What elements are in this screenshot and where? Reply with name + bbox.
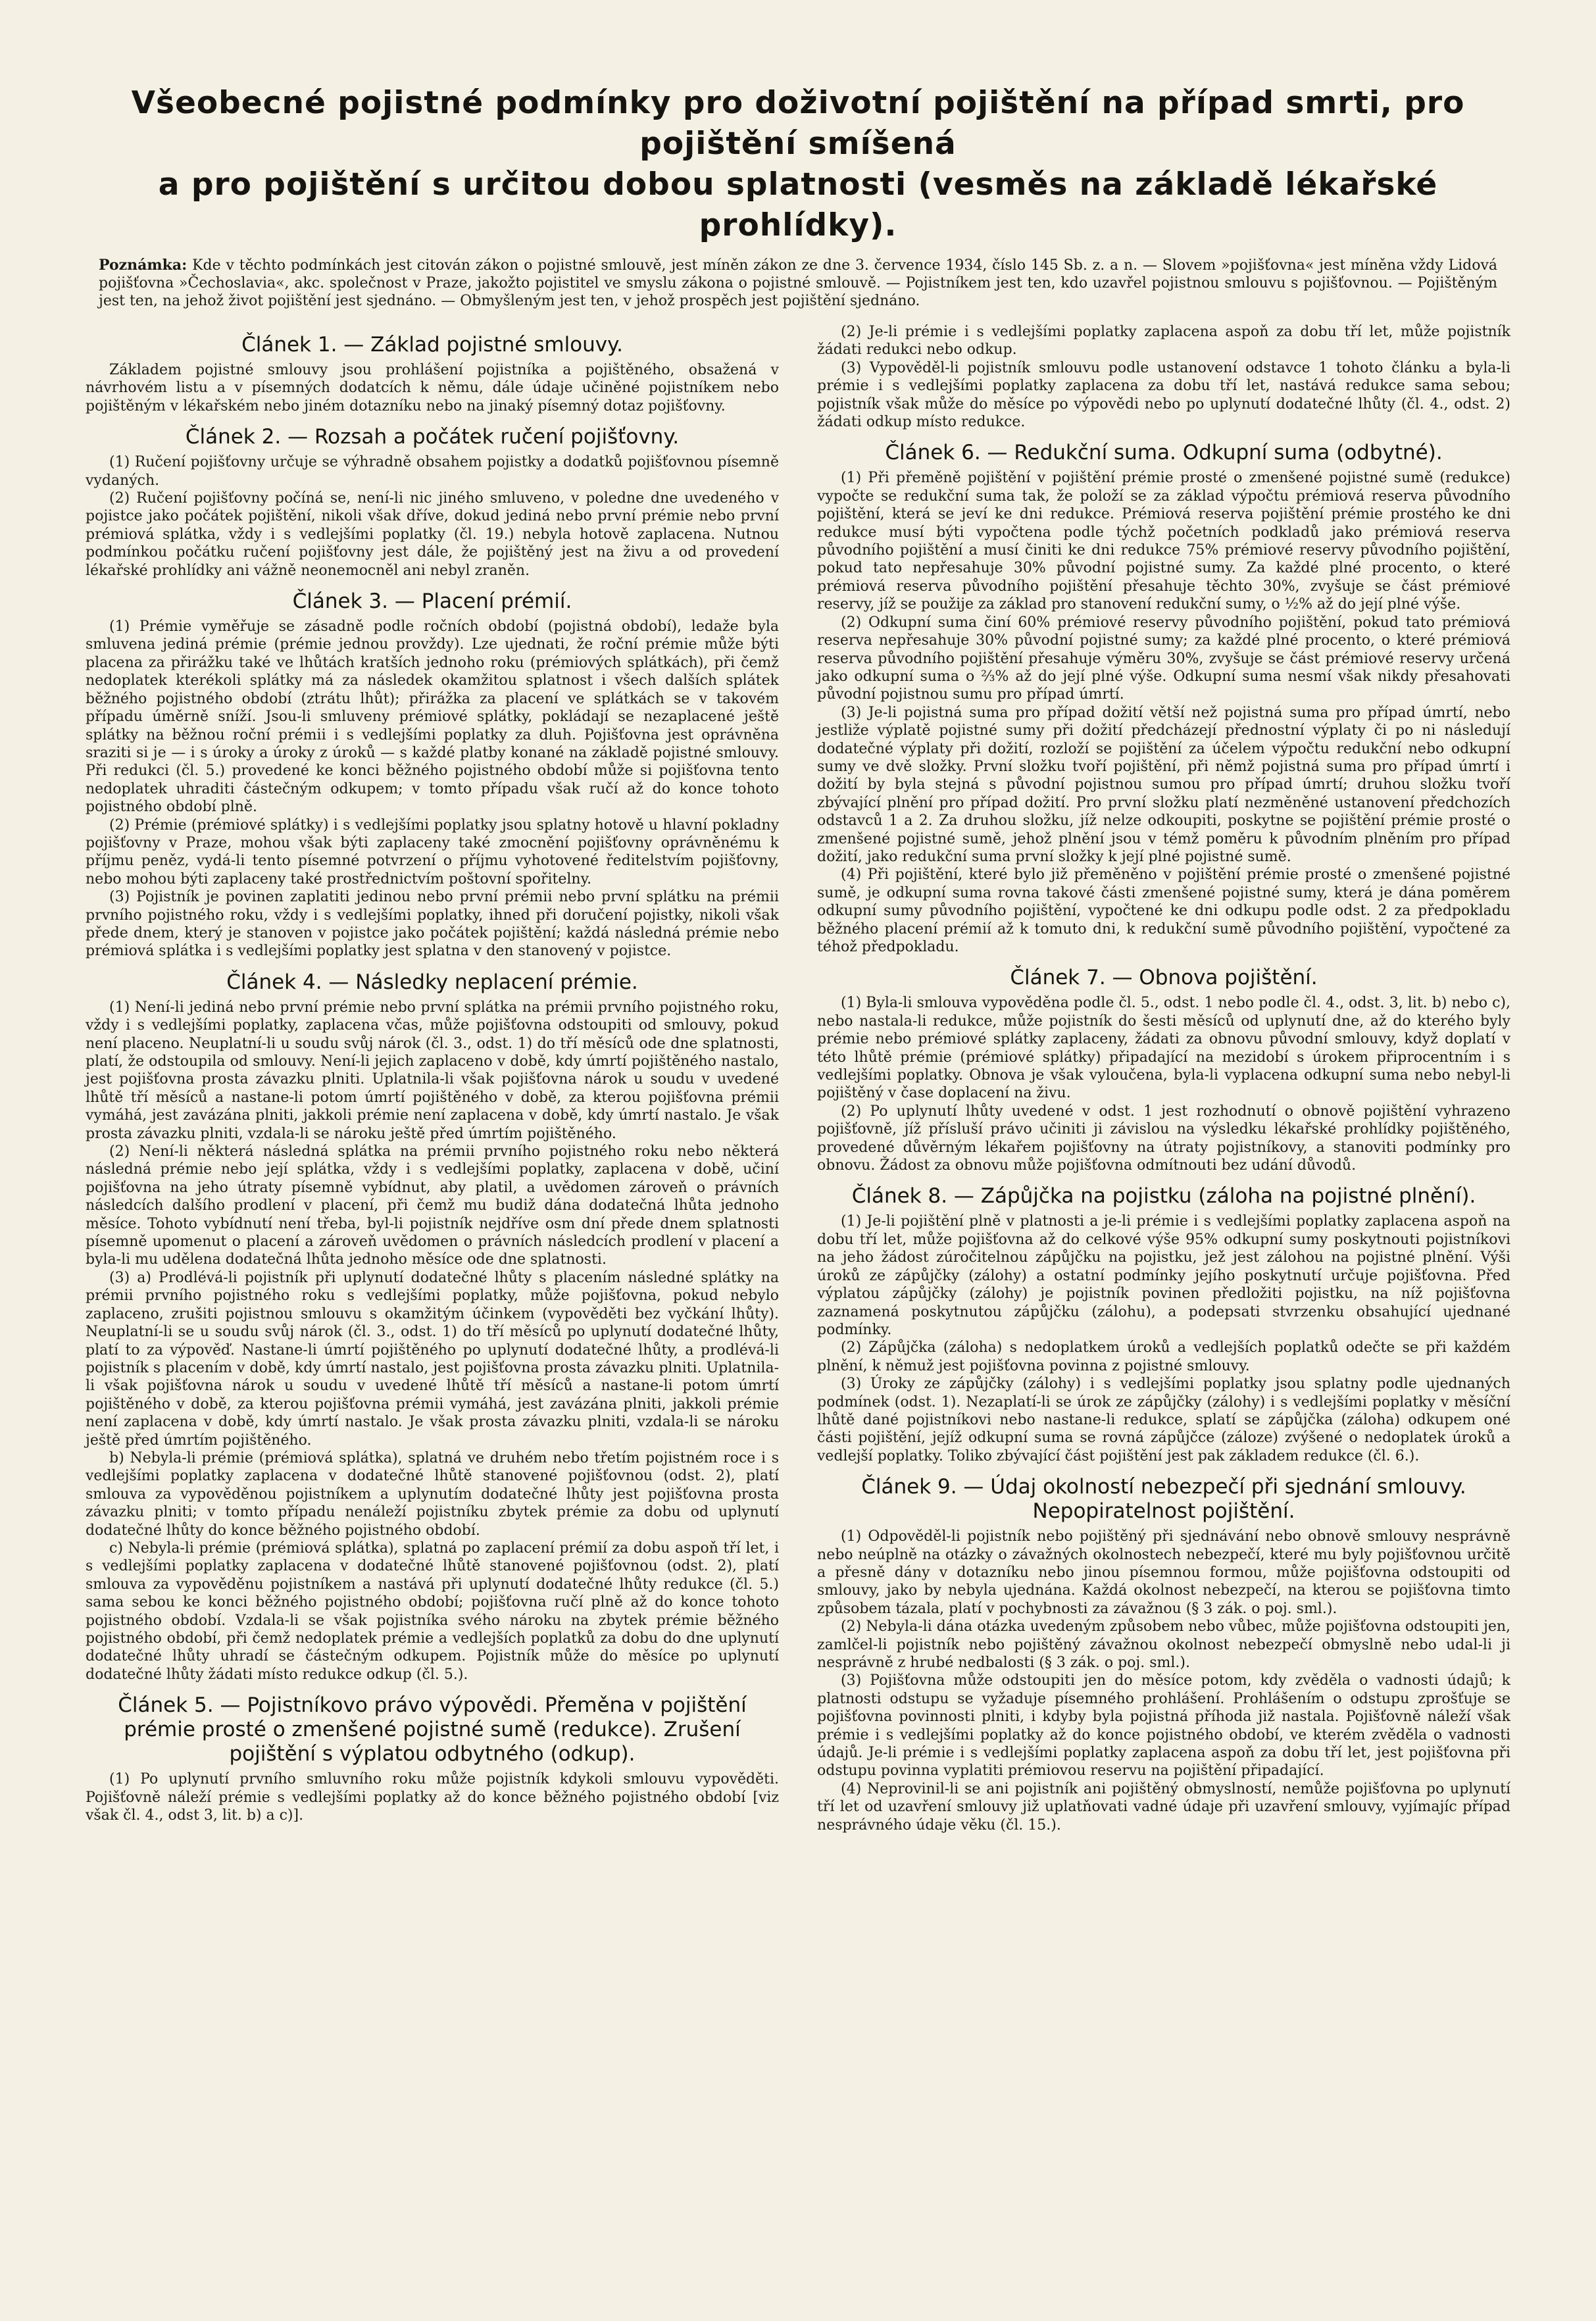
article-1-heading: Článek 1. — Základ pojistné smlouvy. <box>241 333 623 357</box>
article-5-para-1: (1) Po uplynutí prvního smluvního roku může pojistník kdykoli smlouvu vypověděti. Pojišťovně náleží prémie s vedlejšími poplatky až do konce běžného pojistného období [viz však čl. 4., odst 3, lit. b) a c)]. <box>86 1771 779 1824</box>
article-4-para-4: b) Nebyla-li prémie (prémiová splátka), splatná ve druhém nebo třetím pojistném roce i s vedlejšími poplatky zaplacena v dodatečné lhůtě stanovené pojišťovnou (odst. 2), platí smlouva za vypověděnou pojistníkem a uplynutím dodatečné lhůty jest pojišťovna prosta závazku plniti; v tomto případu nenáleží pojistníku zbytek prémie za dobu od uplynutí dodatečné lhůty do konce běžného pojistného období. <box>86 1449 779 1539</box>
article-7-heading: Článek 7. — Obnova pojištění. <box>1010 966 1318 990</box>
article-5-para-2: (2) Je-li prémie i s vedlejšími poplatky zaplacena aspoň za dobu tří let, může pojistník žádati redukci nebo odkup. <box>817 324 1510 359</box>
article-4-para-1: (1) Není-li jediná nebo první prémie nebo první splátka na prémii prvního pojistného roku, vždy i s vedlejšími poplatky, zaplacena včas, může pojišťovna odstoupiti od smlouvy, pokud není placeno. Neuplatní-li u soudu svůj nárok (čl. 3., odst. 1) do tří měsíců ode dne splatnosti, platí, že odstoupila od smlouvy. Není-li jejich zaplaceno v době, kdy úmrtí pojištěného nastalo, jest pojišťovna prosta závazku plniti. Uplatnila-li však pojišťovna nárok u soudu v uvedené lhůtě tří měsíců a nastane-li potom úmrtí pojištěného v době, za kterou pojišťovna prémii vymáhá, jest zavázána plniti, jakkoli prémie není zaplacena v době, kdy úmrtí nastalo. Je však prosta závazku plniti, vzdala-li se nároku ještě před úmrtím pojištěného. <box>86 999 779 1142</box>
article-9-para-1: (1) Odpověděl-li pojistník nebo pojištěný při sjednávání nebo obnově smlouvy nesprávně nebo neúplně na otázky o závažných okolnostech nebezpečí, které mu byly pojišťovnou určitě a přesně dány v dotazníku nebo jinou písemnou formou, může pojišťovna odstoupiti od smlouvy, jako by nebyla ujednána. Každá okolnost nebezpečí, na kterou se pojišťovna timto způsobem tázala, platí v pochybnosti za závažnou (§ 3 zák. o poj. sml.). <box>817 1528 1510 1617</box>
left-column <box>86 323 779 1834</box>
article-8-para-3: (3) Úroky ze zápůjčky (zálohy) i s vedlejšími poplatky jsou splatny podle ujednaných podmínek (odst. 1). Nezaplatí-li se úrok ze zápůjčky (zálohy) i s vedlejšími poplatky v měsíční lhůtě dané pojistníkovi nebo nastane-li redukce, splatí se zápůjčka (záloha) odkupem oné části pojištění, jejíž odkupní suma se rovná zápůjčce (záloze) zvýšené o nedoplatek úroků a vedlejší poplatky. Toliko zbývající část pojištění jest pak základem redukce (čl. 6.). <box>817 1376 1510 1464</box>
article-6-para-3: (3) Je-li pojistná suma pro případ dožití větší než pojistná suma pro případ úmrtí, nebo jestliže výplatě pojistné sumy při dožití předcházejí přednostní výplaty či po ni následují dodatečné výplaty při dožití, rozloží se pojištění za účelem výpočtu redukční nebo odkupní sumy ve dvě složky. První složku tvoří pojištění, při němž pojistná suma pro případ úmrtí i dožití by byla stejná s původní pojistnou sumou pro případ úmrtí; druhou složku tvoří zbývající plnění pro případ dožití. Pro první složku platí nezměněné ustanovení předchozích odstavců 1 a 2. Za druhou složku, jíž nelze odkoupiti, poskytne se pojištění prémie prosté o zmenšené pojistné sumě, jehož plnění jsou v témž poměru k původním plněním pro případ dožití, jako redukční suma první složky k její plné pojistné sumě. <box>817 704 1510 865</box>
article-columns <box>86 323 1510 1834</box>
article-3-para-2: (2) Prémie (prémiové splátky) i s vedlejšími poplatky jsou splatny hotově u hlavní pokladny pojišťovny v Praze, mohou však býti zaplaceny také zmocnění pojišťovny oprávněnému k příjmu peněz, vydá-li tento písemné potvrzení o příjmu vyhotovené ředitelstvím pojišťovny, nebo mohou býti zaplaceny také prostřednictvím poštovní spořitelny. <box>86 816 779 887</box>
article-8-para-2: (2) Zápůjčka (záloha) s nedoplatkem úroků a vedlejších poplatků odečte se při každém plnění, k němuž jest pojišťovna povinna z pojistné smlouvy. <box>817 1339 1510 1374</box>
article-8-para-1: (1) Je-li pojištění plně v platnosti a je-li prémie i s vedlejšími poplatky zaplacena aspoň na dobu tří let, může pojišťovna až do celkové výše 95% odkupní sumy poskytnouti pojistníkovi na jeho žádost zúročitelnou zápůjčku na pojistku, jež jest zálohou na pojistné plnění. Výši úroků ze zápůjčky (zálohy) a ostatní podmínky jejího poskytnutí určuje pojišťovna. Před výplatou zápůjčky (zálohy) je pojistník povinen předložiti pojistku, na níž pojišťovna zaznamená poskytnutou zápůjčku (zálohu), a podepsati stvrzenku obsahující ujednané podmínky. <box>817 1213 1510 1338</box>
article-6-heading: Článek 6. — Redukční suma. Odkupní suma (odbytné). <box>885 441 1443 465</box>
right-column <box>817 323 1510 1834</box>
article-1-para-1: Základem pojistné smlouvy jsou prohlášení pojistníka a pojištěného, obsažená v návrhovém listu a v písemných dodatcích k němu, dále údaje učiněné pojistníkem nebo pojištěným v lékařském nebo jiném dotazníku nebo na jinaký písemný dotaz pojišťovny. <box>86 362 779 414</box>
article-7-para-1: (1) Byla-li smlouva vypověděna podle čl. 5., odst. 1 nebo podle čl. 4., odst. 3, lit. b) nebo c), nebo nastala-li redukce, může pojistník do šesti měsíců od uplynutí dne, až do kterého byly prémie nebo prémiové splátky zaplaceny, žádati za obnovu původní smlouvy, když doplatí v této lhůtě prémie (prémiové splátky) připadající na mezidobí s úrokem připrocentním i s vedlejšími poplatky. Obnova je však vyloučena, byla-li vyplacena odkupní suma nebo nebyl-li pojištěný v čase doplacení na živu. <box>817 995 1510 1102</box>
article-3-para-1: (1) Prémie vyměřuje se zásadně podle ročních období (pojistná období), ledaže byla smluvena jediná prémie (prémie jednou provždy). Lze ujednati, že roční prémie může býti placena za přirážku také ve lhůtách kratších jednoho roku (prémiových splátkách), při čemž nedoplatek kterékoli splátky má za následek okamžitou splatnost i všech dalších splátek běžného pojistného období (ztrátu lhůt); přirážka za placení ve splátkách se v takovém případu úměrně sníží. Jsou-li smluveny prémiové splátky, pokládají se nezaplacené ještě splátky na běžnou roční prémii i s vedlejšími poplatky za dluh. Pojišťovna jest oprávněna sraziti si je — i s úroky a úroky z úroků — s každé platby konané na základě pojistné smlouvy. Při redukci (čl. 5.) provedené ke konci běžného pojistného období může si pojišťovna tento nedoplatek uhraditi částečným odkupem; v tomto případu však ručí až do konce tohoto pojistného období plně. <box>86 618 779 816</box>
article-9-para-4: (4) Neprovinil-li se ani pojistník ani pojištěný obmyslností, nemůže pojišťovna po uplynutí tří let od uzavření smlouvy již uplatňovati vadné údaje při uzavření smlouvy, vyjímajíc případ nesprávného údaje věku (čl. 15.). <box>817 1780 1510 1834</box>
title-line-2: a pro pojištění s určitou dobou splatnosti (vesměs na základě lékařské prohlídky). <box>158 166 1438 243</box>
article-9-para-3: (3) Pojišťovna může odstoupiti jen do měsíce potom, kdy zvěděla o vadnosti údajů; k platnosti odstupu se vyžaduje písemného prohlášení. Prohlášením o odstupu zprošťuje se pojišťovna povinnosti plniti, i kdyby byla pojistná příhoda již nastala. Pojišťovně náleží však prémie i s vedlejšími poplatky až do konce pojistného období, ve kterém zvěděla o vadnosti údajů. Je-li prémie i s vedlejšími poplatky zaplacena aspoň za dobu tří let, jest pojišťovna při odstupu povinna vyplatiti prémiovou reservu na pojištění připadající. <box>817 1672 1510 1780</box>
document-title <box>86 83 1510 246</box>
article-4-para-5: c) Nebyla-li prémie (prémiová splátka), splatná po zaplacení prémií za dobu aspoň tří let, i s vedlejšími poplatky zaplacena v dodatečné lhůtě stanovené pojišťovnou (odst. 2), platí smlouva za vypověděnu pojistníkem a nastává při uplynutí dodatečné lhůty redukce (čl. 5.) sama sebou ke konci běžného pojistného období; pojišťovna ručí plně až do konce tohoto pojistného období. Vzdala-li se však pojistníka svého nároku na zbytek prémie běžného pojistného období, při čemž nedoplatek prémie a vedlejších poplatků za dobu do dne uplynutí dodatečné lhůty uhradí se částečným odkupem. Pojistník může do měsíce po uplynutí dodatečné lhůty žádati místo redukce odkup (čl. 5.). <box>86 1539 779 1683</box>
article-9-para-2: (2) Nebyla-li dána otázka uvedeným způsobem nebo vůbec, může pojišťovna odstoupiti jen, zamlčel-li pojistník nebo pojištěný závažnou okolnost nebezpečí obmyslně nebo udal-li ji nesprávně z hrubé nedbalosti (§ 3 zák. o poj. sml.). <box>817 1618 1510 1671</box>
article-2-para-1: (1) Ručení pojišťovny určuje se výhradně obsahem pojistky a dodatků pojišťovnou písemně vydaných. <box>86 454 779 489</box>
article-4-para-3: (3) a) Prodlévá-li pojistník při uplynutí dodatečné lhůty s placením následné splátky na prémii prvního pojistného roku s vedlejšími poplatky, může pojišťovna, pokud nebylo zaplaceno, zrušiti pojistnou smlouvu s okamžitým účinkem (vypověděti bez vyčkání lhůty). Neuplatní-li se u soudu svůj nárok (čl. 3., odst. 1) do tří měsíců po uplynutí dodatečné lhůty, platí to za výpověď. Nastane-li úmrtí pojištěného po uplynutí dodatečné lhůty, a prodlévá-li pojistník s placením v době, kdy úmrtí nastalo, jest pojišťovna prosta závazku plniti. Uplatnila-li však pojišťovna nárok u soudu v uvedené lhůtě tří měsíců a nastane-li potom úmrtí pojištěného v době, za kterou pojišťovna prémii vymáhá, jest zavázána plniti, jakkoli prémie není zaplacena v době, kdy úmrtí nastalo. Je však prosta závazku plniti, vzdala-li se nároku ještě před úmrtím pojištěného. <box>86 1269 779 1449</box>
article-8-heading: Článek 8. — Zápůjčka na pojistku (záloha na pojistné plnění). <box>851 1184 1476 1209</box>
article-6-para-2: (2) Odkupní suma činí 60% prémiové reservy původního pojištění, pokud tato prémiová reserva nepřesahuje 30% původní pojistné sumy; za každé plné procento, o které prémiová reserva původního pojištění přesahuje výměru 30%, zvyšuje se část prémiové reservy určená jako odkupní suma o ⅔% až do její plné výše. Odkupní suma nesmí však nikdy přesahovati původní pojistnou sumu pro případ úmrtí. <box>817 614 1510 703</box>
article-3-para-3: (3) Pojistník je povinen zaplatiti jedinou nebo první prémii nebo první splátku na prémii prvního pojistného roku, vždy i s vedlejšími poplatky, ihned při doručení pojistky, nikoli však přede dnem, který je stanoven v pojistce jako počátek pojištění; každá následná prémie nebo prémiová splátka i s vedlejšími poplatky jest splatna v den stanovený v pojistce. <box>86 889 779 960</box>
article-5-heading: Článek 5. — Pojistníkovo právo výpovědi. Přeměna v pojištění prémie prosté o zmenšené pojistné sumě (redukce). Zrušení pojištění s výplatou odbytného (odkup). <box>118 1693 747 1766</box>
article-2-para-2: (2) Ručení pojišťovny počíná se, není-li nic jiného smluveno, v poledne dne uvedeného v pojistce jako počátek pojištění, nikoli však dříve, dokud jediná nebo první prémie nebo první prémiová splátka, vždy i s vedlejšími poplatky (čl. 19.) nebyla hotově zaplacena. Nutnou podmínkou počátku ručení pojišťovny jest dále, že pojištěný jest na živu a od provedení lékařské prohlídky ani vážně neonemocněl ani nebyl zraněn. <box>86 490 779 579</box>
article-2-heading: Článek 2. — Rozsah a počátek ručení pojišťovny. <box>185 425 680 449</box>
article-9-heading: Článek 9. — Údaj okolností nebezpečí při sjednání smlouvy. Nepopiratelnost pojištění. <box>861 1475 1466 1524</box>
article-7-para-2: (2) Po uplynutí lhůty uvedené v odst. 1 jest rozhodnutí o obnově pojištění vyhrazeno pojišťovně, jíž přísluší právo učiniti ji závislou na výsledku lékařské prohlídky pojištěného, provedené důvěrným lékařem pojišťovny na útraty pojistníkovy, a stanoviti podmínky pro obnovu. Žádost za obnovu může pojišťovna odmítnouti bez udání důvodů. <box>817 1103 1510 1174</box>
article-4-heading: Článek 4. — Následky neplacení prémie. <box>226 970 638 994</box>
article-6-para-1: (1) Při přeměně pojištění v pojištění prémie prosté o zmenšené pojistné sumě (redukce) vypočte se redukční suma tak, že položí se za základ výpočtu prémiová reserva původního pojištění, která se jeví ke dni redukce. Prémiová reserva pojištění prémie prostého ke dni redukce musí býti vypočtena podle týchž početních podkladů jako prémiová reserva původního pojištění a musí činiti ke dni redukce 75% prémiové reservy původního pojištění, pokud tato nepřesahuje 30% původní pojistné sumy. Za každé plné procento, o které prémiová reserva původního pojištění přesahuje těchto 30%, zvyšuje se část prémiové reservy, jíž se použije za základ pro stanovení redukční sumy, o ½% až do její plné výše. <box>817 470 1510 613</box>
preliminary-note <box>99 257 1497 310</box>
article-5-para-3: (3) Vypověděl-li pojistník smlouvu podle ustanovení odstavce 1 tohoto článku a byla-li prémie i s vedlejšími poplatky zaplacena za dobu tří let, nastává redukce sama sebou; pojistník však může do měsíce po výpovědi nebo po uplynutí dodatečné lhůty (čl. 4., odst. 2) žádati odkup místo redukce. <box>817 359 1510 431</box>
note-text: Kde v těchto podmínkách jest citován zákon o pojistné smlouvě, jest míněn zákon ze dne 3. července 1934, číslo 145 Sb. z. a n. — Slovem »pojišťovna« jest míněna vždy Lidová pojišťovna »Čechoslavia«, akc. společnost v Praze, jakožto pojistitel ve smyslu zákona o pojistné smlouvě. — Pojistníkem jest ten, kdo uzavřel pojistnou smlouvu s pojišťovnou. — Pojištěným jest ten, na jehož život pojištění jest sjednáno. — Obmyšleným jest ten, v jehož prospěch jest pojištění sjednáno. <box>99 257 1497 309</box>
article-4-para-2: (2) Není-li některá následná splátka na prémii prvního pojistného roku nebo některá následná prémie nebo její splátka, vždy i s vedlejšími poplatky, zaplacena v době, učiní pojišťovna na jeho útraty písemně vybídnut, aby platil, a uvědomen zároveň o právních následcích dalšího prodlení v placení, při čemž mu budiž dána dodatečná lhůta jednoho měsíce. Tohoto vybídnutí není třeba, byl-li pojistník nejdříve osm dní přede dnem splatnosti písemně upomenut o placení a zároveň uvědomen o právních následcích prodlení v placení a byla-li mu udělena dodatečná lhůta jednoho měsíce ode dne splatnosti. <box>86 1143 779 1268</box>
title-line-1: Všeobecné pojistné podmínky pro doživotní pojištění na případ smrti, pro pojištění smíšená <box>131 85 1465 162</box>
article-3-heading: Článek 3. — Placení prémií. <box>292 589 572 614</box>
article-6-para-4: (4) Při pojištění, které bylo již přeměněno v pojištění prémie prosté o zmenšené pojistné sumě, je odkupní suma rovna takové části zmenšené pojistné sumy, která je dána poměrem odkupní sumy původního pojištění, vypočtené ke dni odkupu podle odst. 2 za předpokladu běžného placení prémií až k tomuto dni, k redukční sumě původního pojištění, vypočtené za téhož předpokladu. <box>817 866 1510 955</box>
note-label: Poznámka: <box>99 257 187 274</box>
